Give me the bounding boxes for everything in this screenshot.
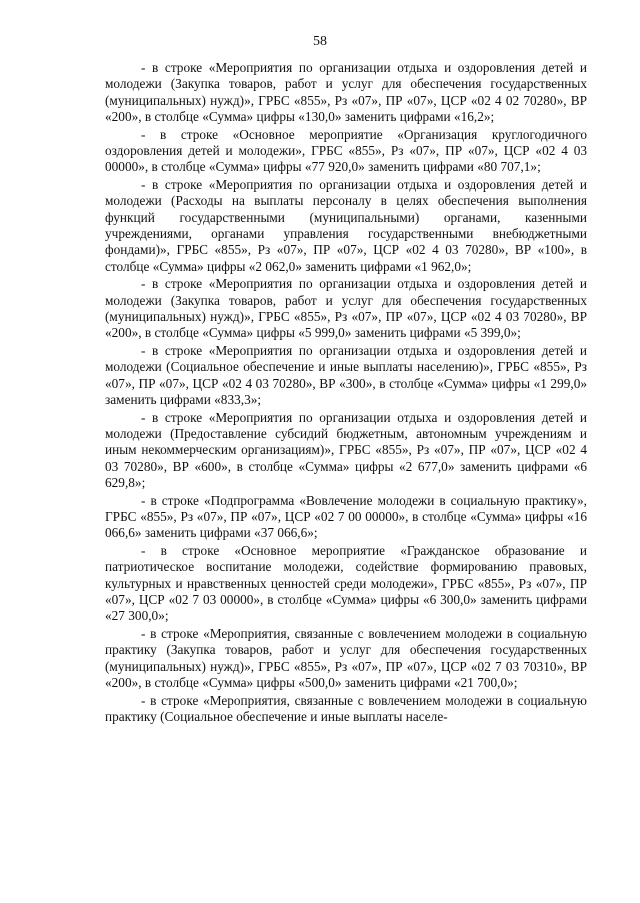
paragraph: - в строке «Основное мероприятие «Гражданское образование и патриотическое воспитание молодежи, содействие формированию правовых, культурных и нравственных ценностей среди молодежи», ГРБС «855», Рз «07», ПР «07», ЦСР «02 7 03 00000», в столбце «Сумма» цифры «6 300,0» заменить цифрами «27 300,0»; <box>105 543 587 624</box>
document-body <box>105 60 587 727</box>
paragraph: - в строке «Мероприятия по организации отдыха и оздоровления детей и молодежи (Закупка товаров, работ и услуг для обеспечения государственных (муниципальных) нужд)», ГРБС «855», Рз «07», ПР «07», ЦСР «02 4 03 70280», ВР «200», в столбце «Сумма» цифры «5 999,0» заменить цифрами «5 399,0»; <box>105 276 587 341</box>
paragraph: - в строке «Основное мероприятие «Организация круглогодичного оздоровления детей и молодежи», ГРБС «855», Рз «07», ПР «07», ЦСР «02 4 03 00000», в столбце «Сумма» цифры «77 920,0» заменить цифрами «80 707,1»; <box>105 126 587 175</box>
paragraph: - в строке «Подпрограмма «Вовлечение молодежи в социальную практику», ГРБС «855», Рз «07», ПР «07», ЦСР «02 7 00 00000», в столбце «Сумма» цифры «16 066,6» заменить цифрами «37 066,6»; <box>105 492 587 541</box>
paragraph: - в строке «Мероприятия по организации отдыха и оздоровления детей и молодежи (Предоставление субсидий бюджетным, автономным учреждениям и иным некоммерческим организациям)», ГРБС «855», Рз «07», ПР «07», ЦСР «02 4 03 70280», ВР «600», в столбце «Сумма» цифры «2 677,0» заменить цифрами «6 629,8»; <box>105 409 587 490</box>
paragraph: - в строке «Мероприятия, связанные с вовлечением молодежи в социальную практику (Закупка товаров, работ и услуг для обеспечения государственных (муниципальных) нужд)», ГРБС «855», Рз «07», ПР «07», ЦСР «02 7 03 70310», ВР «200», в столбце «Сумма» цифры «500,0» заменить цифрами «21 700,0»; <box>105 626 587 690</box>
page-number: 58 <box>313 34 327 49</box>
paragraph: - в строке «Мероприятия по организации отдыха и оздоровления детей и молодежи (Расходы на выплаты персоналу в целях обеспечения выполнения функций государственными (муниципальными) органами, казенными учреждениями, органами управления государственными внебюджетными фондами)», ГРБС «855», Рз «07», ПР «07», ЦСР «02 4 03 70280», ВР «100», в столбце «Сумма» цифры «2 062,0» заменить цифрами «1 962,0»; <box>105 177 587 274</box>
paragraph: - в строке «Мероприятия по организации отдыха и оздоровления детей и молодежи (Социальное обеспечение и иные выплаты населению)», ГРБС «855», Рз «07», ПР «07», ЦСР «02 4 03 70280», ВР «300», в столбце «Сумма» цифры «1 299,0» заменить цифрами «833,3»; <box>105 343 587 407</box>
paragraph: - в строке «Мероприятия по организации отдыха и оздоровления детей и молодежи (Закупка товаров, работ и услуг для обеспечения государственных (муниципальных) нужд)», ГРБС «855», Рз «07», ПР «07», ЦСР «02 4 02 70280», ВР «200», в столбце «Сумма» цифры «130,0» заменить цифрами «16,2»; <box>105 60 587 124</box>
paragraph: - в строке «Мероприятия, связанные с вовлечением молодежи в социальную практику (Социальное обеспечение и иные выплаты населе- <box>105 692 587 725</box>
